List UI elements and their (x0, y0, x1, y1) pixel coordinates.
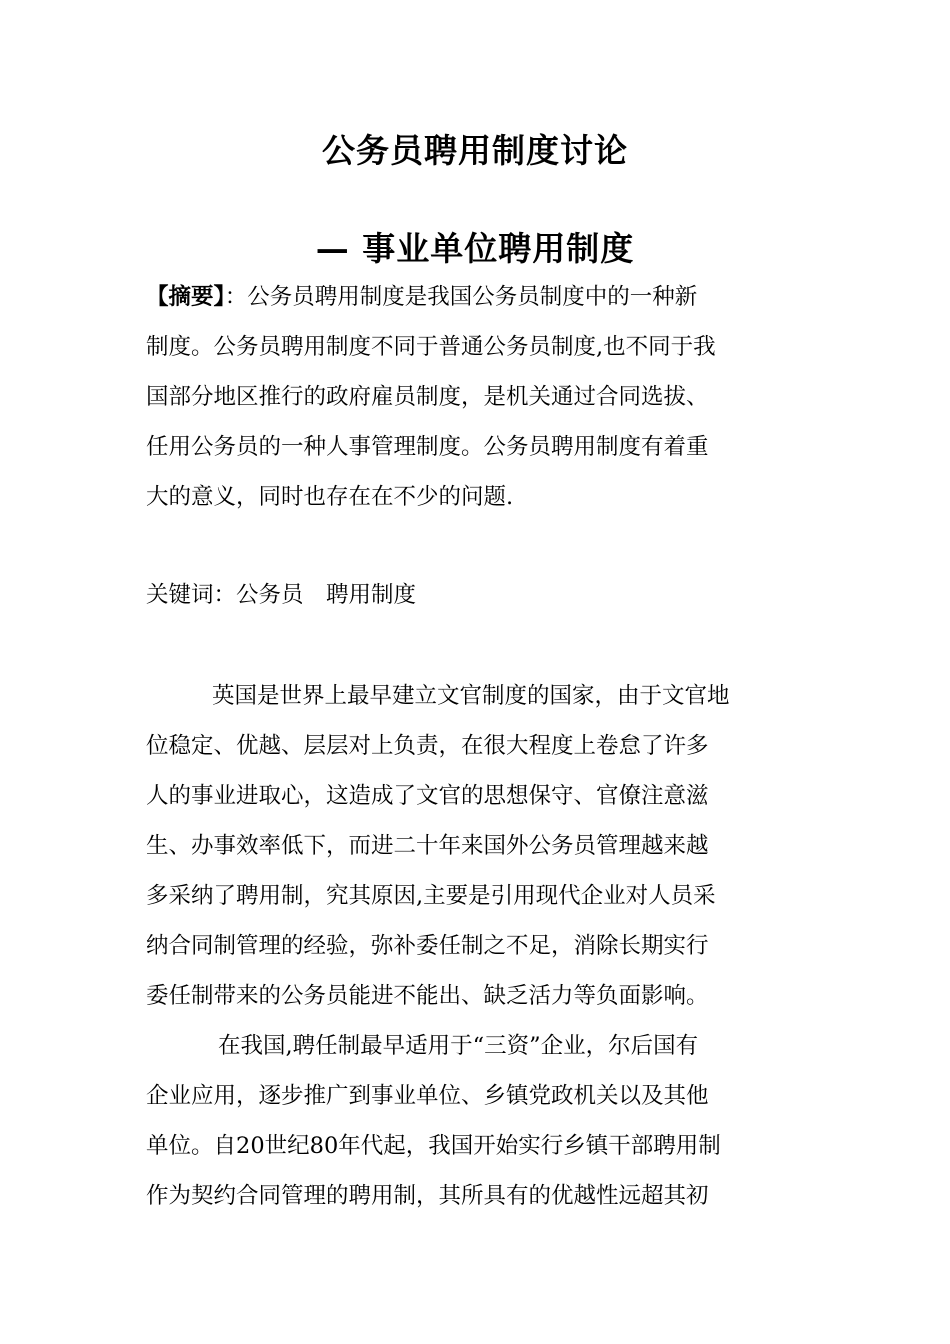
abstract-line: 国部分地区推行的政府雇员制度，是机关通过合同选拔、 (146, 384, 709, 410)
paragraph-line: 位稳定、优越、层层对上负责，在很大程度上卷怠了许多 (146, 733, 709, 759)
abstract-line: 制度。公务员聘用制度不同于普通公务员制度,也不同于我 (146, 334, 716, 360)
abstract-line: 大的意义，同时也存在在不少的问题. (146, 484, 514, 510)
paragraph-line: 生、办事效率低下，而进二十年来国外公务员管理越来越 (146, 833, 709, 859)
abstract-text: 公务员聘用制度是我国公务员制度中的一种新 (247, 284, 698, 310)
abstract-line (146, 272, 808, 322)
document-title: 公务员聘用制度讨论 (322, 131, 628, 170)
paragraph-line: 作为契约合同管理的聘用制，其所具有的优越性远超其初 (146, 1183, 709, 1209)
abstract-label: 【摘要】 (146, 284, 225, 310)
document-subtitle: — 事业单位聘用制度 (315, 229, 635, 268)
paragraph-line: 人的事业进取心，这造成了文官的思想保守、官僚注意滋 (146, 783, 709, 809)
paragraph-line: 单位。自20世纪80年代起，我国开始实行乡镇干部聘用制 (146, 1133, 721, 1159)
abstract-separator: ： (224, 284, 248, 310)
paragraph-line: 委任制带来的公务员能进不能出、缺乏活力等负面影响。 (146, 983, 709, 1009)
paragraph-line: 在我国,聘任制最早适用于“三资”企业，尔后国有 (218, 1033, 699, 1059)
abstract-section (146, 272, 808, 522)
paragraph-2 (146, 1021, 808, 1221)
paragraph-line: 纳合同制管理的经验，弥补委任制之不足，消除长期实行 (146, 933, 709, 959)
abstract-line: 任用公务员的一种人事管理制度。公务员聘用制度有着重 (146, 434, 709, 460)
paragraph-line: 企业应用，逐步推广到事业单位、乡镇党政机关以及其他 (146, 1083, 709, 1109)
paragraph-1 (146, 671, 808, 1021)
paragraph-line: 多采纳了聘用制，究其原因,主要是引用现代企业对人员采 (146, 883, 716, 909)
paragraph-line: 英国是世界上最早建立文官制度的国家，由于文官地 (212, 683, 730, 709)
keywords-line: 关键词：公务员 聘用制度 (146, 582, 417, 608)
